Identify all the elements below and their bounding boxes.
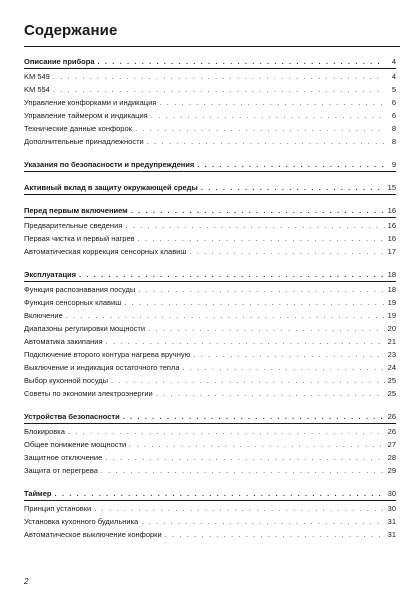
toc-section: [24, 182, 396, 195]
toc-entry[interactable]: [24, 374, 396, 387]
toc-section-title: Указания по безопасности и предупреждения: [24, 160, 195, 169]
table-of-contents: [24, 56, 396, 552]
toc-page-number: 19: [387, 298, 396, 307]
toc-entry-label: Подключение второго контура нагрева вручную: [24, 350, 191, 359]
toc-entry-label: Управление конфорками и индикация: [24, 98, 157, 107]
toc-entry[interactable]: [24, 96, 396, 109]
toc-entry-label: Управление таймером и индикация: [24, 111, 148, 120]
toc-section-heading[interactable]: [24, 488, 396, 501]
toc-section-title: Таймер: [24, 489, 52, 498]
toc-page-number: 21: [387, 337, 396, 346]
toc-leader-dots: [94, 502, 384, 515]
toc-entry[interactable]: [24, 283, 396, 296]
toc-entry-label: KM 554: [24, 85, 50, 94]
toc-section-title: Описание прибора: [24, 57, 95, 66]
toc-section: [24, 159, 396, 172]
toc-entry[interactable]: [24, 83, 396, 96]
toc-entry-label: Выключение и индикация остаточного тепла: [24, 363, 180, 372]
toc-leader-dots: [53, 83, 385, 96]
toc-leader-dots: [106, 335, 385, 348]
toc-entry[interactable]: [24, 122, 396, 135]
toc-leader-dots: [53, 70, 385, 83]
toc-entry[interactable]: [24, 451, 396, 464]
toc-section: [24, 56, 396, 148]
toc-page-number: 27: [387, 440, 396, 449]
toc-entry-label: Автоматика закипания: [24, 337, 103, 346]
toc-leader-dots: [101, 464, 385, 477]
toc-entry[interactable]: [24, 232, 396, 245]
toc-entry[interactable]: [24, 464, 396, 477]
toc-entry-label: Автоматическая коррекция сенсорных клавиш: [24, 247, 187, 256]
toc-section-heading[interactable]: [24, 56, 396, 69]
toc-page-number: 26: [387, 412, 396, 421]
toc-entry[interactable]: [24, 515, 396, 528]
toc-page-number: 16: [387, 234, 396, 243]
toc-entry-label: Выбор кухонной посуды: [24, 376, 109, 385]
toc-leader-dots: [159, 96, 385, 109]
toc-entry[interactable]: [24, 335, 396, 348]
toc-leader-dots: [201, 182, 385, 194]
toc-page-number: 31: [387, 517, 396, 526]
toc-entry-label: Предварительные сведения: [24, 221, 123, 230]
toc-section: [24, 488, 396, 541]
toc-page-number: 24: [387, 363, 396, 372]
toc-leader-dots: [138, 232, 385, 245]
toc-entry-label: Советы по экономии электроэнергии: [24, 389, 153, 398]
toc-entry[interactable]: [24, 309, 396, 322]
toc-page-number: 9: [391, 160, 396, 169]
toc-page-number: 23: [387, 350, 396, 359]
toc-leader-dots: [125, 219, 384, 232]
toc-leader-dots: [124, 296, 384, 309]
toc-entry[interactable]: [24, 70, 396, 83]
toc-page-number: 4: [391, 72, 396, 81]
toc-leader-dots: [98, 56, 386, 68]
toc-entry-label: Включение: [24, 311, 63, 320]
toc-page-number: 18: [387, 285, 396, 294]
toc-leader-dots: [123, 411, 385, 423]
toc-entry-label: Защита от перегрева: [24, 466, 98, 475]
toc-entry[interactable]: [24, 348, 396, 361]
toc-section-title: Эксплуатация: [24, 270, 77, 279]
toc-leader-dots: [193, 348, 384, 361]
toc-page-number: 20: [387, 324, 396, 333]
toc-entry[interactable]: [24, 135, 396, 148]
toc-entry[interactable]: [24, 219, 396, 232]
toc-leader-dots: [183, 361, 385, 374]
toc-page-number: 25: [387, 376, 396, 385]
toc-page-number: 16: [387, 206, 396, 215]
toc-leader-dots: [66, 309, 385, 322]
toc-page-number: 18: [387, 270, 396, 279]
toc-entry[interactable]: [24, 438, 396, 451]
toc-leader-dots: [129, 438, 384, 451]
toc-entry-label: Диапазоны регулировки мощности: [24, 324, 146, 333]
toc-page-number: 30: [387, 489, 396, 498]
toc-page-number: 26: [387, 427, 396, 436]
toc-entry[interactable]: [24, 109, 396, 122]
toc-section-heading[interactable]: [24, 205, 396, 218]
toc-section-heading[interactable]: [24, 411, 396, 424]
toc-leader-dots: [148, 322, 385, 335]
toc-page-number: 31: [387, 530, 396, 539]
toc-leader-dots: [141, 515, 384, 528]
toc-page-number: 8: [391, 137, 396, 146]
toc-section-title: Устройства безопасности: [24, 412, 120, 421]
toc-section-title: Перед первым включением: [24, 206, 128, 215]
toc-page-number: 8: [391, 124, 396, 133]
toc-page-number: 15: [387, 183, 396, 192]
toc-entry[interactable]: [24, 245, 396, 258]
page-title: Содержание: [24, 22, 118, 39]
toc-entry-label: Автоматическое выключение конфорки: [24, 530, 162, 539]
toc-section-title: Активный вклад в защиту окружающей среды: [24, 183, 198, 192]
toc-page-number: 6: [391, 111, 396, 120]
toc-entry-label: Дополнительные принадлежности: [24, 137, 144, 146]
toc-page-number: 16: [387, 221, 396, 230]
toc-section-heading[interactable]: [24, 159, 396, 172]
toc-entry-label: Блокировка: [24, 427, 65, 436]
toc-section-heading[interactable]: [24, 269, 396, 282]
toc-entry[interactable]: [24, 425, 396, 438]
toc-section-heading[interactable]: [24, 182, 396, 195]
toc-leader-dots: [79, 269, 385, 281]
toc-leader-dots: [68, 425, 385, 438]
toc-entry[interactable]: [24, 361, 396, 374]
toc-leader-dots: [131, 205, 385, 217]
toc-entry-label: Принцип установки: [24, 504, 92, 513]
toc-entry[interactable]: [24, 322, 396, 335]
toc-section: [24, 411, 396, 477]
toc-leader-dots: [138, 283, 384, 296]
toc-leader-dots: [54, 488, 384, 500]
toc-entry-label: Установка кухонного будильника: [24, 517, 139, 526]
toc-leader-dots: [111, 374, 385, 387]
toc-entry-label: Функция сенсорных клавиш: [24, 298, 122, 307]
toc-leader-dots: [105, 451, 384, 464]
toc-leader-dots: [189, 245, 384, 258]
toc-page-number: 5: [391, 85, 396, 94]
toc-page-number: 17: [387, 247, 396, 256]
toc-entry-label: Общее понижение мощности: [24, 440, 127, 449]
toc-leader-dots: [147, 135, 385, 148]
toc-leader-dots: [156, 387, 385, 400]
toc-leader-dots: [197, 159, 385, 171]
toc-entry[interactable]: [24, 296, 396, 309]
toc-page-number: 25: [387, 389, 396, 398]
toc-page-number: 19: [387, 311, 396, 320]
toc-section: [24, 269, 396, 400]
toc-entry-label: Первая чистка и первый нагрев: [24, 234, 135, 243]
title-divider: [24, 46, 400, 47]
toc-leader-dots: [151, 109, 385, 122]
toc-section: [24, 205, 396, 258]
toc-leader-dots: [165, 528, 385, 541]
toc-entry[interactable]: [24, 502, 396, 515]
toc-entry[interactable]: [24, 528, 396, 541]
toc-page-number: 4: [391, 57, 396, 66]
toc-entry[interactable]: [24, 387, 396, 400]
toc-entry-label: Функция распознавания посуды: [24, 285, 136, 294]
toc-entry-label: Технические данные конфорок: [24, 124, 132, 133]
toc-page-number: 29: [387, 466, 396, 475]
toc-entry-label: Защитное отключение: [24, 453, 103, 462]
toc-page-number: 30: [387, 504, 396, 513]
toc-leader-dots: [135, 122, 385, 135]
toc-page-number: 28: [387, 453, 396, 462]
toc-entry-label: KM 549: [24, 72, 50, 81]
page-number: 2: [24, 577, 29, 586]
toc-page-number: 6: [391, 98, 396, 107]
